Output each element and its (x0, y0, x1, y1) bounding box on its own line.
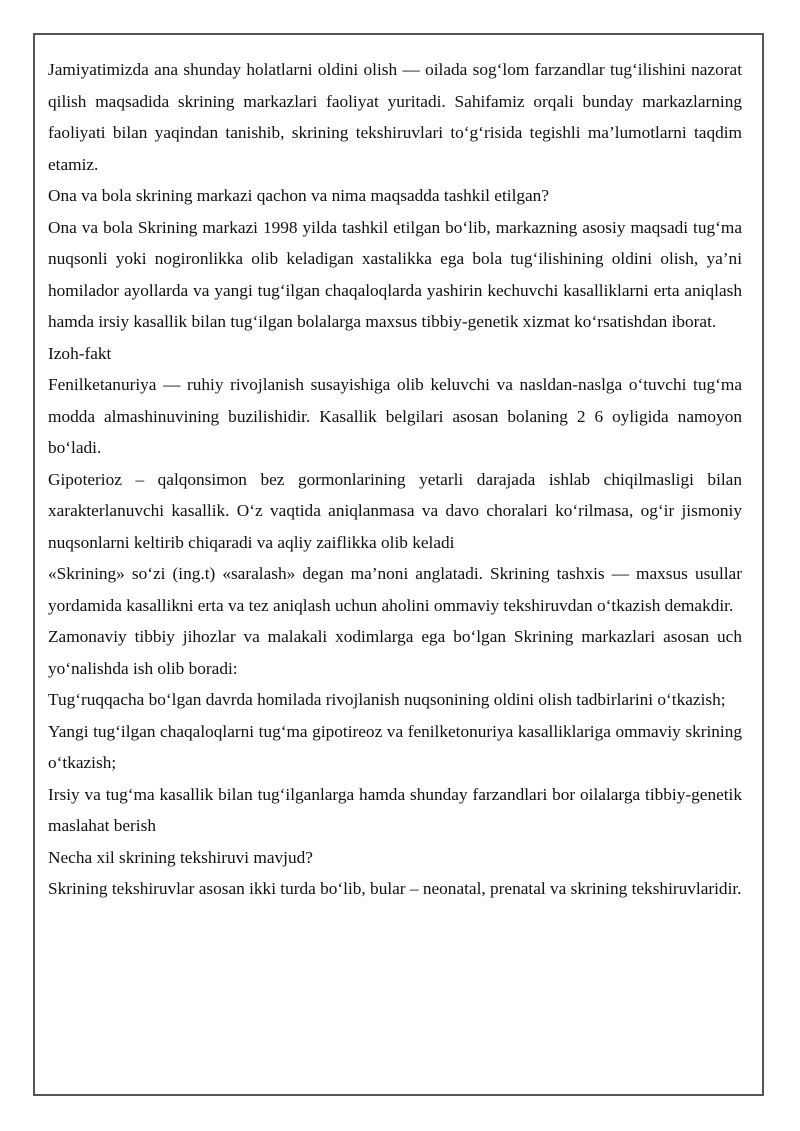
question-heading-center-purpose: Ona va bola skrining markazi qachon va nima maqsadda tashkil etilgan? (48, 186, 549, 205)
note-heading: Izoh-fakt (48, 343, 112, 363)
paragraph-screening-definition: «Skrining» so‘zi (ing.t) «saralash» degan ma’noni anglatadi. Skrining tashxis — maxsus usullar yordamida kasallikni erta va tez aniqlash uchun aholini ommaviy tekshiruvdan o‘tkazish demakdir. (48, 564, 742, 615)
question-heading-screening-types: Necha xil skrining tekshiruvi mavjud? (48, 847, 313, 867)
paragraph-intro: Jamiyatimizda ana shunday holatlarni oldini olish — oilada sog‘lom farzandlar tug‘ilishini nazorat qilish maqsadida skrining markazlari faoliyat yuritadi. Sahifamiz orqali bunday markazlarning faoliyati bilan yaqindan tanishib, skrining tekshiruvlari to‘g‘risida tegishli ma’lumotlarni taqdim etamiz. (48, 60, 742, 174)
paragraph-center-history: Ona va bola Skrining markazi 1998 yilda tashkil etilgan bo‘lib, markazning asosiy maqsadi tug‘ma nuqsonli yoki nogironlikka olib keladigan xastalikka ega bola tug‘ilishining oldini olish, ya’ni homilador ayollarda va yangi tug‘ilgan chaqaloqlarda yashirin kechuvchi kasalliklarni erta aniqlash hamda irsiy kasallik bilan tug‘ilgan bolalarga maxsus tibbiy-genetik xizmat ko‘rsatishdan iborat. (48, 217, 742, 331)
list-item-genetic-counseling: Irsiy va tug‘ma kasallik bilan tug‘ilganlarga hamda shunday farzandlari bor oilalarga tibbiy-genetik maslahat berish (48, 784, 742, 835)
paragraph-phenylketonuria: Fenilketanuriya — ruhiy rivojlanish susayishiga olib keluvchi va nasldan-naslga o‘tuvchi tug‘ma modda almashinuvining buzilishidir. Kasallik belgilari asosan bolaning 2 6 oyligida namoyon bo‘ladi. (48, 375, 742, 457)
paragraph-directions-intro: Zamonaviy tibbiy jihozlar va malakali xodimlarga ega bo‘lgan Skrining markazlari asosan uch yo‘nalishda ish olib boradi: (48, 627, 742, 678)
paragraph-hypothyroidism: Gipoterioz – qalqonsimon bez gormonlarining yetarli darajada ishlab chiqilmasligi bilan xarakterlanuvchi kasallik. O‘z vaqtida aniqlanmasa va davo choralari ko‘rilmasa, og‘ir jismoniy nuqsonlarni keltirib chiqaradi va aqliy zaiflikka olib keladi (48, 469, 742, 552)
paragraph-screening-types: Skrining tekshiruvlar asosan ikki turda bo‘lib, bular – neonatal, prenatal va skrining tekshiruvlaridir. (48, 879, 742, 898)
list-item-newborn: Yangi tug‘ilgan chaqaloqlarni tug‘ma gipotireoz va fenilketonuriya kasalliklariga ommaviy skrining o‘tkazish; (48, 721, 742, 772)
document-body (48, 54, 742, 905)
list-item-prenatal: Tug‘ruqqacha bo‘lgan davrda homilada rivojlanish nuqsonining oldini olish tadbirlarini o‘tkazish; (48, 690, 726, 709)
